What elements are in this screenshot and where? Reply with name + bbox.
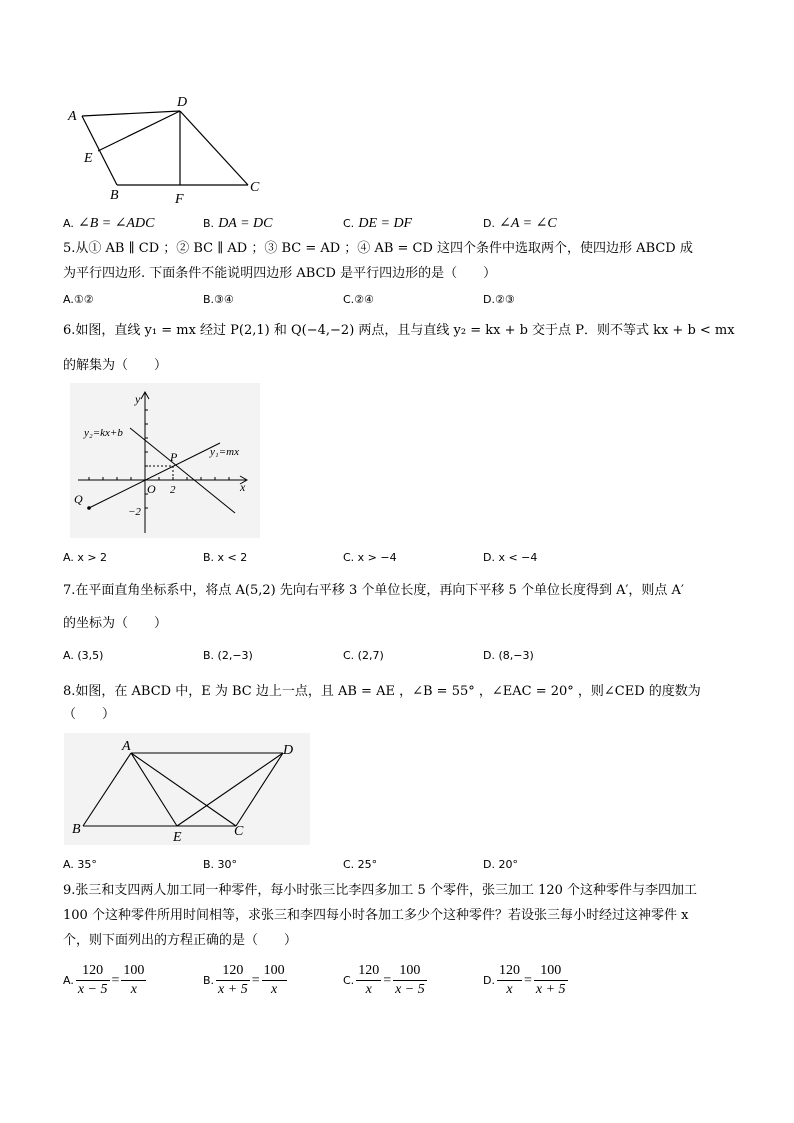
- q8-option-c[interactable]: C. 25°: [343, 858, 378, 871]
- q5-option-d[interactable]: D.②③: [483, 293, 515, 306]
- label-line-y1: y₁=mx: [210, 446, 239, 458]
- label-c: C: [250, 180, 260, 195]
- q6-option-b[interactable]: B. x < 2: [203, 551, 248, 564]
- segment-ad: [82, 111, 180, 116]
- point-q: [87, 506, 91, 510]
- segment-de: [98, 111, 180, 151]
- q7-option-d[interactable]: D. (8,−3): [483, 649, 534, 662]
- label-c: C: [234, 824, 244, 839]
- label-e: E: [84, 151, 93, 166]
- q7-line1: 7.在平面直角坐标系中，将点 A(5,2) 先向右平移 3 个单位长度，再向下平移 5 个单位长度得到 A′，则点 A′: [63, 583, 684, 598]
- fraction-right: $\frac{100}{x}$: [123, 963, 145, 997]
- fraction-left: $\frac{120}{x}$: [358, 963, 380, 997]
- q5-option-b[interactable]: B.③④: [203, 293, 234, 306]
- q5-line2: 为平行四边形. 下面条件不能说明四边形 ABCD 是平行四边形的是（ ）: [63, 266, 497, 281]
- figure-background: [64, 733, 310, 845]
- label-tick-2: 2: [170, 484, 176, 496]
- label-a: A: [68, 109, 77, 124]
- fraction-left: $\frac{120}{x - 5}$: [77, 963, 108, 997]
- q6-line2: 的解集为（ ）: [63, 358, 168, 373]
- figure-background: [70, 383, 260, 538]
- fraction-left: $\frac{120}{x}$: [498, 963, 520, 997]
- q7-line2: 的坐标为（ ）: [63, 616, 168, 631]
- label-origin: O: [147, 482, 156, 496]
- segment-dc: [180, 111, 248, 185]
- q9-line3: 个，则下面列出的方程正确的是（ ）: [63, 933, 298, 948]
- label-x-axis: x: [240, 480, 246, 494]
- label-point-p: P: [170, 450, 178, 464]
- q6-option-c[interactable]: C. x > −4: [343, 551, 397, 564]
- q8-line1: 8.如图，在 ABCD 中，E 为 BC 边上一点，且 AB = AE ，∠B = 55° ，∠EAC = 20° ，则∠CED 的度数为: [63, 684, 701, 699]
- label-b: B: [110, 188, 119, 203]
- q9-option-a[interactable]: A. $\frac{120}{x - 5}$ = $\frac{100}{x}$: [63, 963, 145, 997]
- q7-option-b[interactable]: B. (2,−3): [203, 649, 253, 662]
- label-tick-neg2: −2: [128, 506, 141, 518]
- label-f: F: [175, 192, 184, 207]
- q6-line1: 6.如图，直线 y₁ = mx 经过 P(2,1) 和 Q(−4,−2) 两点，且与直线 y₂ = kx + b 交于点 P．则不等式 kx + b < mx: [63, 323, 735, 338]
- label-point-q: Q: [74, 492, 83, 506]
- fraction-right: $\frac{100}{x}$: [263, 963, 285, 997]
- label-e: E: [173, 830, 182, 845]
- figure-q6-graph: [70, 383, 260, 538]
- q9-option-c[interactable]: C. $\frac{120}{x}$ = $\frac{100}{x - 5}$: [343, 963, 425, 997]
- label-line-y2: y₂=kx+b: [84, 427, 123, 439]
- q8-option-b[interactable]: B. 30°: [203, 858, 238, 871]
- figure-q8-parallelogram: [64, 733, 310, 845]
- label-d: D: [283, 743, 294, 758]
- q8-option-d[interactable]: D. 20°: [483, 858, 518, 871]
- fraction-right: $\frac{100}{x + 5}$: [535, 963, 566, 997]
- q4-option-a[interactable]: A. ∠B = ∠ADC: [63, 216, 155, 231]
- q8-option-a[interactable]: A. 35°: [63, 858, 97, 871]
- figure-q4-quadrilateral: [60, 86, 280, 212]
- q9-line1: 9.张三和支四两人加工同一种零件，每小时张三比李四多加工 5 个零件，张三加工 120 个这种零件与李四加工: [63, 883, 698, 898]
- q4-option-d[interactable]: D. ∠A = ∠C: [483, 216, 557, 231]
- q9-option-b[interactable]: B. $\frac{120}{x + 5}$ = $\frac{100}{x}$: [203, 963, 285, 997]
- q6-option-a[interactable]: A. x > 2: [63, 551, 108, 564]
- q9-options: [63, 962, 763, 1006]
- label-d: D: [177, 95, 188, 110]
- q9-option-d[interactable]: D. $\frac{120}{x}$ = $\frac{100}{x + 5}$: [483, 963, 566, 997]
- q7-option-a[interactable]: A. (3,5): [63, 649, 104, 662]
- q7-option-c[interactable]: C. (2,7): [343, 649, 384, 662]
- q5-option-c[interactable]: C.②④: [343, 293, 374, 306]
- label-b: B: [72, 822, 81, 837]
- label-a: A: [122, 739, 131, 754]
- q8-line2: （ ）: [63, 707, 116, 722]
- q6-option-d[interactable]: D. x < −4: [483, 551, 538, 564]
- q4-option-c[interactable]: C. DE = DF: [343, 216, 413, 231]
- q4-option-b[interactable]: B. DA = DC: [203, 216, 273, 231]
- q5-line1: 5.从① AB ∥ CD ；② BC ∥ AD ；③ BC = AD ；④ AB = CD 这四个条件中选取两个，使四边形 ABCD 成: [63, 241, 693, 256]
- fraction-left: $\frac{120}{x + 5}$: [218, 963, 248, 997]
- fraction-right: $\frac{100}{x - 5}$: [395, 963, 425, 997]
- q5-option-a[interactable]: A.①②: [63, 293, 94, 306]
- q9-line2: 100 个这种零件所用时间相等，求张三和李四每小时各加工多少个这种零件？若设张三每小时经过这神零件 x: [63, 908, 689, 923]
- label-y-axis: y: [135, 392, 141, 406]
